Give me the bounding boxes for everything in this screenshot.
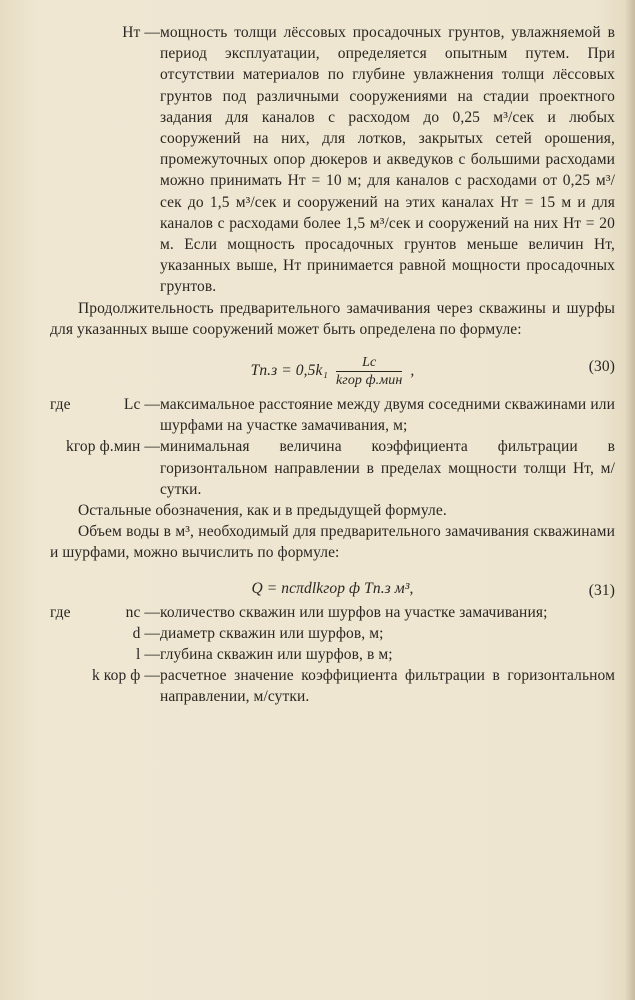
where-item: где Lс — максимальное расстояние между двумя соседними скважинами или шурфами на участке замачивания, м; bbox=[50, 396, 615, 435]
definition-h-text: мощность толщи лёссовых просадочных грунтов, увлажняемой в период эксплуатации, определяется опытным путем. При отсутствии материалов по глубине увлажнения толщи лёссовых грунтов под различными сооружениями на стадии проектного задания для каналов с расходом до 0,25 м³/сек и любых сооружений на них, для лотков, закрытых сетей орошения, промежуточных опор дюкеров и акведуков с большими расходами можно принимать Hт = 10 м; для каналов с расходами от 0,25 м³/сек до 1,5 м³/сек и сооружений на этих каналах Hт = 15 м и для каналов с расходами более 1,5 м³/сек и сооружений на них Hт = 20 м. Если мощность просадочных грунтов меньше величин Hт, указанных выше, Hт принимается равной мощности просадочных грунтов. bbox=[160, 24, 615, 296]
where-item: k кор ф — расчетное значение коэффициента фильтрации в горизонтальном направлении, м/сутки. bbox=[91, 667, 615, 706]
paragraph-water-volume: Объем воды в м³, необходимый для предварительного замачивания скважинами и шурфами, можно вычислить по формуле: bbox=[50, 523, 615, 562]
formula-30 bbox=[50, 342, 615, 392]
formula-31-number: (31) bbox=[588, 581, 615, 599]
formula-30-tail: , bbox=[410, 362, 415, 380]
page-fold-shadow bbox=[625, 0, 635, 1000]
formula-30-fraction bbox=[336, 354, 403, 389]
where-item: kгор ф.мин — минимальная величина коэффициента фильтрации в горизонтальном направлении в пределах мощности толщи Hт, м/сутки. bbox=[66, 438, 615, 498]
where-item: где nс — количество скважин или шурфов на участке замачивания; bbox=[50, 602, 615, 623]
where-list-31 bbox=[50, 602, 615, 708]
formula-30-denominator: kгор ф.мин bbox=[335, 373, 403, 389]
where-word: где bbox=[50, 603, 71, 621]
symbol-k-min: kгор ф.мин — bbox=[66, 438, 160, 456]
where-list-30 bbox=[50, 394, 615, 500]
where-item: l — глубина скважин или шурфов, в м; bbox=[50, 644, 615, 665]
definition-h bbox=[50, 22, 615, 298]
where-word: где bbox=[50, 396, 71, 414]
formula-31-expr: Q = nсπdlkгор ф Tп.з м³, bbox=[251, 579, 414, 597]
formula-30-numerator: Lс bbox=[336, 354, 403, 372]
symbol-k-cor: k кор ф — bbox=[91, 667, 160, 685]
symbol-d: d — bbox=[132, 624, 160, 642]
paragraph-duration: Продолжительность предварительного замачивания через скважины и шурфы для указанных выше сооружений может быть определена по формуле: bbox=[50, 299, 615, 338]
paragraph-other-notation: Остальные обозначения, как и в предыдущей формуле. bbox=[78, 502, 447, 520]
formula-30-number: (30) bbox=[588, 358, 615, 376]
formula-30-lhs: Tп.з = 0,5k₁ bbox=[250, 362, 328, 380]
symbol-l: l — bbox=[136, 646, 160, 664]
symbol-h: Hт — bbox=[122, 24, 160, 41]
page-text bbox=[50, 22, 615, 708]
where-item: d — диаметр скважин или шурфов, м; bbox=[50, 623, 615, 644]
symbol-nc: nс — bbox=[125, 603, 160, 621]
formula-31 bbox=[50, 566, 615, 600]
symbol-lc: Lс — bbox=[123, 396, 160, 414]
